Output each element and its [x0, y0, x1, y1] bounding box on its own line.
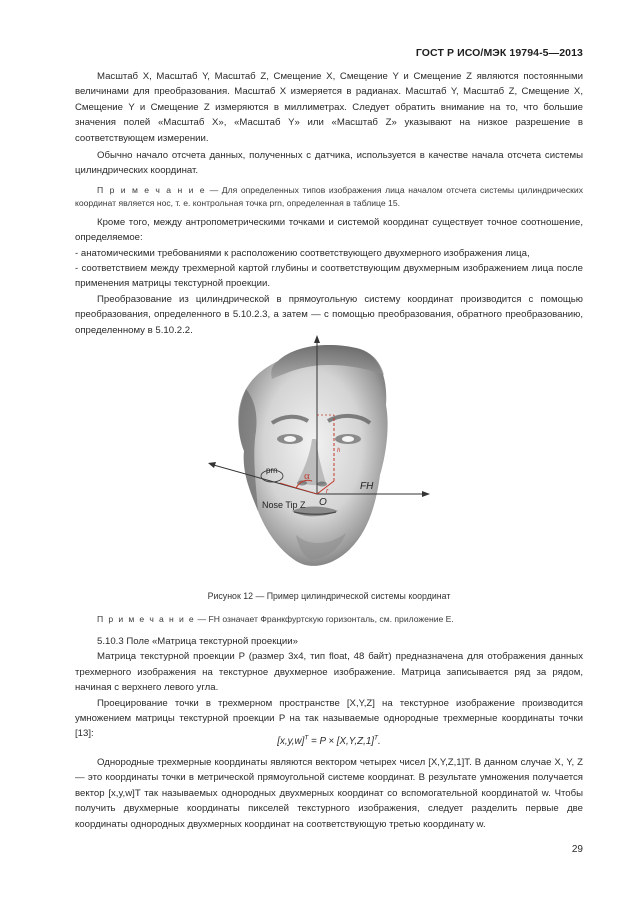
formula-end: . — [378, 736, 381, 747]
label-nose-tip: Nose Tip Z — [262, 500, 306, 510]
page-number: 29 — [571, 844, 583, 855]
paragraph-matrix: Матрица текстурной проекции P (размер 3x4, тип float, 48 байт) предназначена для отображения данных трехмерного изображения на текстурное двухмерное изображение. Матрица записывается ряд за рядом, начиная с верхнего левого угла. — [75, 651, 583, 694]
vertical-axis-arrow — [314, 335, 320, 343]
formula-lhs: [x,y,w] — [277, 736, 305, 747]
list-item-correspondence: - соответствием между трехмерной картой глубины и соответствующим двухмерным изображением лица после применения матрицы текстурной проекции. — [75, 263, 583, 290]
label-h: h — [337, 448, 341, 454]
text-block-end — [75, 755, 583, 832]
fh-axis-arrow — [422, 491, 430, 497]
label-prn: prn — [266, 466, 278, 475]
section-heading: 5.10.3 Поле «Матрица текстурной проекции» — [97, 636, 298, 647]
projection-formula — [75, 736, 583, 747]
paragraph-relation: Кроме того, между антропометрическими точками и системой координат существует точное соотношение, определяемое: — [75, 216, 583, 244]
label-fh: FH — [360, 481, 374, 492]
text-block-bottom — [75, 609, 583, 742]
label-origin: O — [319, 497, 327, 508]
paragraph-transform: Преобразование из цилиндрической в прямоугольную систему координат производится с помощью преобразования, определенного в 5.10.2.3, а затем — с помощью преобразования, обратного преобразованию, определенному в 5.10.2.2. — [75, 293, 583, 336]
formula-sup-rhs: T — [374, 734, 378, 742]
note-fh — [75, 613, 583, 626]
label-alpha: α — [304, 470, 310, 482]
note-label: П р и м е ч а н и е — [97, 184, 206, 195]
standard-header: ГОСТ Р ИСО/МЭК 19794-5—2013 — [415, 47, 583, 59]
paragraph-projection: Проецирование точки в трехмерном пространстве [X,Y,Z] на текстурное изображение производится умножением матрицы текстурной проекции P на так называемые однородные трехмерные координаты точки [13]: — [75, 697, 583, 740]
note-nose-origin — [75, 184, 583, 210]
note-text: — FH означает Франкфуртскую горизонталь, см. приложение Е. — [195, 614, 454, 624]
note-label: П р и м е ч а н и е — [97, 614, 196, 624]
figure-caption: Рисунок 12 — Пример цилиндрической системы координат — [207, 591, 451, 601]
paragraph-origin: Обычно начало отсчета данных, полученных с датчика, используется в качестве начала отсчета системы цилиндрических координат. — [75, 150, 583, 177]
paragraph-scales: Масштаб X, Масштаб Y, Масштаб Z, Смещение X, Смещение Y и Смещение Z являются постоянными величинами для преобразования. Масштаб X измеряется в радианах. Масштаб Y, Масштаб Z, Смещение X, Смещение Y и Смещение Z измеряются в миллиметрах. Следует обратить внимание на то, что большие значения полей «Масштаб X», «Масштаб Y» или «Масштаб Z» указывают на низкое разрешение в соответствующем измерении. — [75, 71, 583, 144]
note-text: — Для определенных типов изображения лица началом отсчета системы цилиндрических координат является нос, т. е. контрольная точка prn, определенная в таблице 15. — [75, 184, 583, 208]
paragraph-homogeneous: Однородные трехмерные координаты являются вектором четырех чисел [X,Y,Z,1]T. В данном случае X, Y, Z — это координаты точки в метрической прямоугольной системе координат. В результате умножения получается вектор [x,y,w]T так называемых однородных двухмерных координат со вспомогательной координатой w. Чтобы получить двухмерные координаты пикселей текстурного изображения, следует разделить первые две координаты однородных двухмерных координат на соответствующую третью координату w. — [75, 757, 583, 830]
label-r: r — [326, 488, 329, 495]
formula-mid: = P × [X,Y,Z,1] — [308, 736, 375, 747]
cylindrical-coordinates-figure — [200, 335, 430, 585]
formula-sup-lhs: T — [304, 734, 309, 742]
text-block-top — [75, 69, 583, 338]
list-item-anatomic: - анатомическими требованиями к расположению соответствующего двухмерного изображения лица, — [75, 247, 530, 259]
nose-axis-arrow — [208, 462, 216, 468]
